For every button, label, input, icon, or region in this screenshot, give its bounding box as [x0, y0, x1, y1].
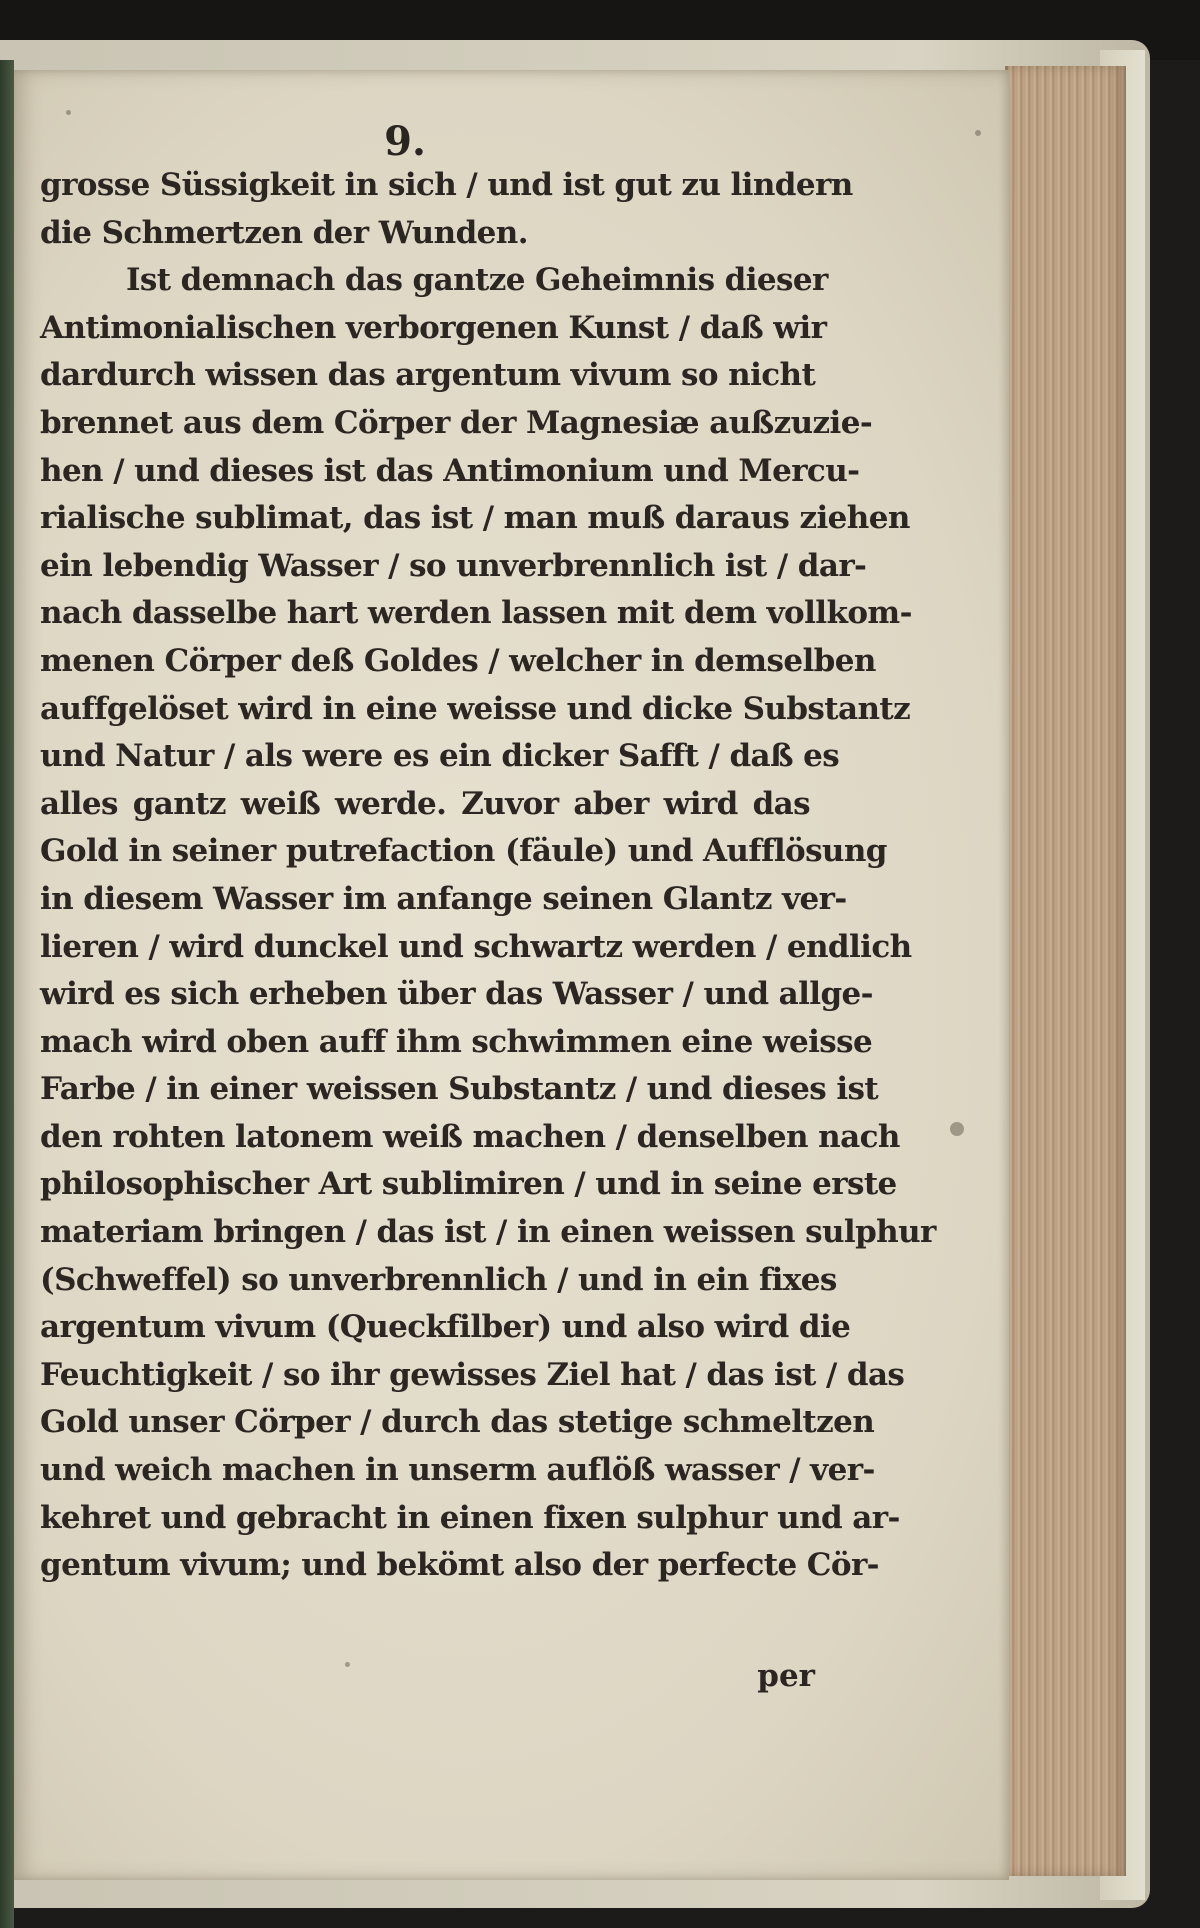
paper-speck [950, 1122, 964, 1136]
text-line: brennet aus dem Cörper der Magnesiæ außzuzie- [40, 404, 873, 441]
text-line: grosse Süssigkeit in sich / und ist gut zu lindern [40, 167, 853, 203]
text-line: und weich machen in unserm auflöß wasser / ver- [40, 1452, 875, 1489]
text-line: materiam bringen / das ist / in einen weissen sulphur [40, 1214, 936, 1251]
page-fore-edge [1005, 66, 1126, 1876]
text-line: in diesem Wasser im anfange seinen Glantz ver- [40, 880, 847, 917]
text-line: (Schweffel) so unverbrennlich / und in ein fixes [40, 1261, 837, 1298]
text-line: argentum vivum (Queckfilber) und also wird die [40, 1309, 851, 1346]
text-line: auffgelöset wird in eine weisse und dicke Substantz [40, 690, 911, 727]
text-line: mach wird oben auff ihm schwimmen eine weisse [40, 1023, 873, 1060]
text-line: Gold in seiner putrefaction (fäule) und Aufflösung [40, 833, 887, 870]
paper-speck [345, 1662, 350, 1667]
text-line: menen Cörper deß Goldes / welcher in demselben [40, 642, 876, 679]
text-line: Farbe / in einer weissen Substantz / und dieses ist [40, 1071, 879, 1108]
paper-speck [975, 130, 981, 136]
text-line: die Schmertzen der Wunden. [40, 214, 528, 251]
text-line: Antimonialischen verborgenen Kunst / daß wir [40, 309, 827, 346]
text-line: dardurch wissen das argentum vivum so nicht [40, 357, 816, 394]
text-line: rialische sublimat, das ist / man muß daraus ziehen [40, 500, 910, 537]
body-text [40, 162, 936, 1590]
text-line: ein lebendig Wasser / so unverbrennlich ist / dar- [40, 547, 867, 584]
text-line: wird es sich erheben über das Wasser / und allge- [40, 976, 873, 1013]
text-line: den rohten latonem weiß machen / denselben nach [40, 1118, 900, 1155]
text-line: gentum vivum; und bekömt also der perfecte Cör- [40, 1547, 879, 1584]
text-line: alles gantz weiß werde. Zuvor aber wird das [40, 785, 810, 822]
text-line: lieren / wird dunckel und schwartz werden / endlich [40, 928, 912, 965]
text-line: philosophischer Art sublimiren / und in seine erste [40, 1166, 897, 1203]
text-line: Gold unser Cörper / durch das stetige schmeltzen [40, 1404, 875, 1441]
text-line: hen / und dieses ist das Antimonium und Mercu- [40, 452, 860, 489]
text-line: nach dasselbe hart werden lassen mit dem vollkom- [40, 595, 912, 632]
text-line: und Natur / als were es ein dicker Safft / daß es [40, 738, 840, 775]
green-binding [0, 60, 14, 1928]
text-line: Ist demnach das gantze Geheimnis dieser [126, 262, 828, 299]
paper-speck [66, 110, 71, 115]
text-line: kehret und gebracht in einen fixen sulphur und ar- [40, 1499, 900, 1536]
catchword: per [757, 1658, 815, 1694]
page-number: 9. [384, 118, 426, 165]
text-line: Feuchtigkeit / so ihr gewisses Ziel hat / das ist / das [40, 1356, 905, 1393]
